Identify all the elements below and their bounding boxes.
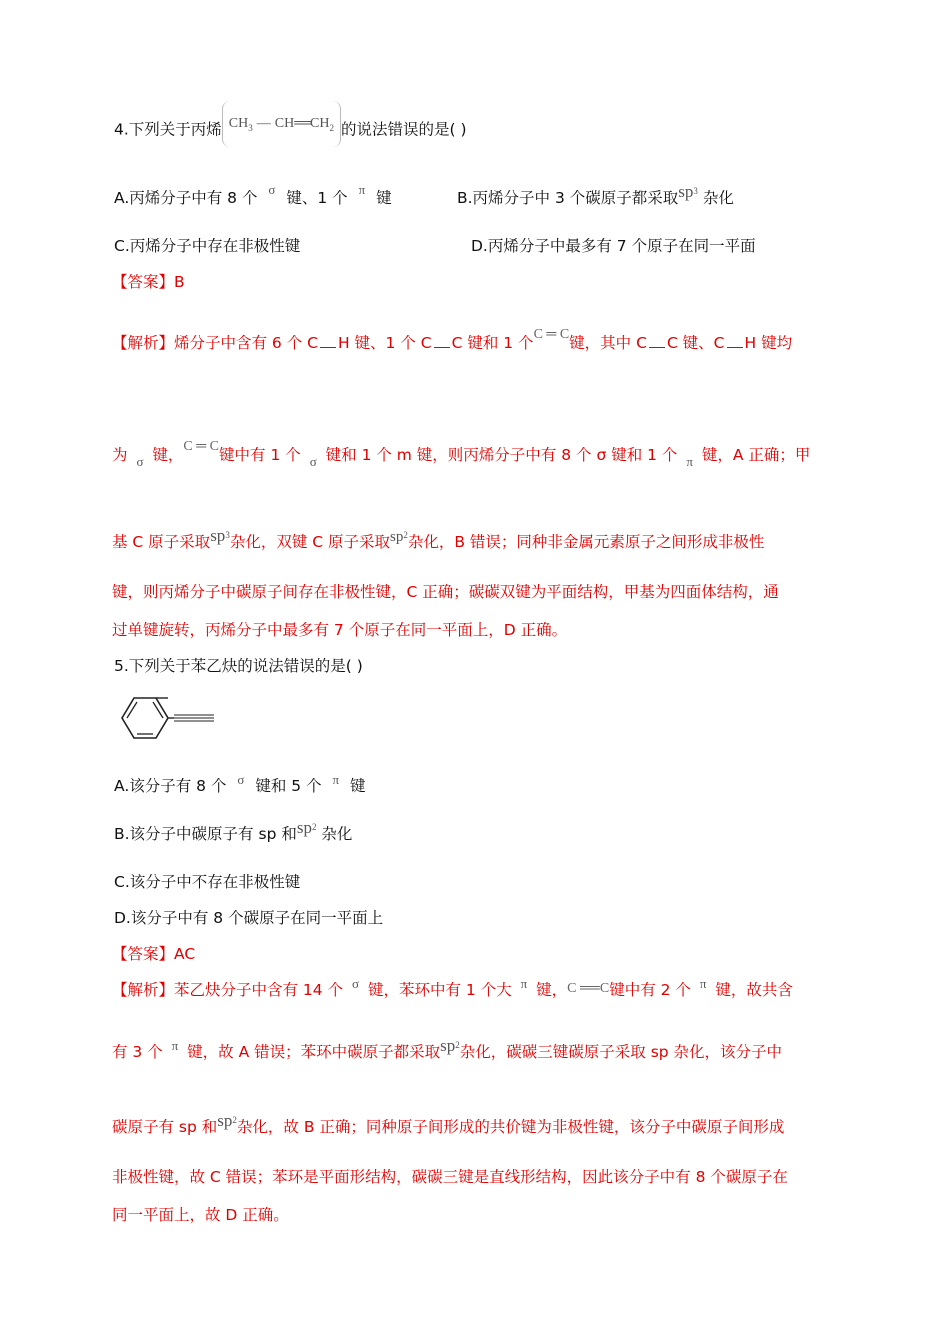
q5-option-d: D.该分子中有 8 个碳原子在同一平面上	[114, 909, 384, 927]
sigma-symbol: σ	[268, 182, 276, 197]
q4-answer: 【答案】B	[112, 273, 185, 291]
q4-stem	[114, 107, 467, 153]
q5-stem: 5.下列关于苯乙炔的说法错误的是( )	[114, 657, 363, 675]
q4-option-a: A.丙烯分子中有 8 个 $^\sigma$ 键、1 个 $^\pi$ 键	[114, 182, 392, 207]
q5-explanation-line1: 【解析】苯乙炔分子中含有 14 个 $^\sigma$ 键，苯环中有 1 个大 $^\pi$ 键，C ══C键中有 2 个 $^\pi$ 键，故共含	[112, 976, 793, 999]
q4-stem-suffix: 的说法错误的是( )	[341, 120, 467, 139]
q4-explanation-line4: 键，则丙烯分子中碳原子间存在非极性键，C 正确；碳碳双键为平面结构，甲基为四面体结构，通	[112, 583, 779, 601]
q5-explanation-line5: 同一平面上，故 D 正确。	[112, 1206, 289, 1224]
phenylacetylene-structure	[114, 692, 224, 744]
pi-symbol: π	[358, 182, 366, 197]
q4-explanation-line3: 基 C 原子采取$sp^3$杂化，双键 C 原子采取$sp^2$杂化，B 错误；同种非金属元素原子之间形成非极性	[112, 526, 765, 551]
q4-explanation-line5: 过单键旋转，丙烯分子中最多有 7 个原子在同一平面上，D 正确。	[112, 621, 568, 639]
q5-option-a: A.该分子有 8 个 $^\sigma$ 键和 5 个 $^\pi$ 键	[114, 772, 366, 795]
q5-answer: 【答案】AC	[112, 945, 196, 963]
q4-explanation-line1: 【解析】烯分子中含有 6 个 C H 键、1 个 C C 键和 1 个C ═ C键，其中 C C 键、C H 键均	[112, 327, 793, 352]
q5-explanation-line2: 有 3 个 $^\pi$ 键，故 A 错误；苯环中碳原子都采取$sp^2$杂化，碳碳三键碳原子采取 sp 杂化，该分子中	[112, 1036, 783, 1061]
q4-option-b: B.丙烯分子中 3 个碳原子都采取$sp^3$ 杂化	[457, 182, 734, 207]
q4-option-d: D.丙烯分子中最多有 7 个原子在同一平面	[471, 237, 756, 255]
q5-explanation-line4: 非极性键，故 C 错误；苯环是平面形结构，碳碳三键是直线形结构，因此该分子中有 8 个碳原子在	[112, 1168, 788, 1186]
q4-explanation-line2: 为 $_\sigma$ 键，C ═ C键中有 1 个 $_\sigma$ 键和 1 个 m 键，则丙烯分子中有 8 个 σ 键和 1 个 $_\pi$ 键，A 正确；甲	[112, 439, 811, 469]
q4-option-c: C.丙烯分子中存在非极性键	[114, 237, 301, 255]
q5-explanation-line3: 碳原子有 sp 和$sp^2$杂化，故 B 正确；同种原子间形成的共价键为非极性键，该分子中碳原子间形成	[112, 1111, 785, 1136]
q4-stem-prefix: 4.下列关于丙烯	[114, 120, 222, 139]
q5-option-c: C.该分子中不存在非极性键	[114, 873, 301, 891]
q5-option-b: B.该分子中碳原子有 sp 和$sp^2$ 杂化	[114, 818, 353, 843]
propene-formula: $CH_3$ — $CH══CH_2$	[222, 101, 341, 147]
